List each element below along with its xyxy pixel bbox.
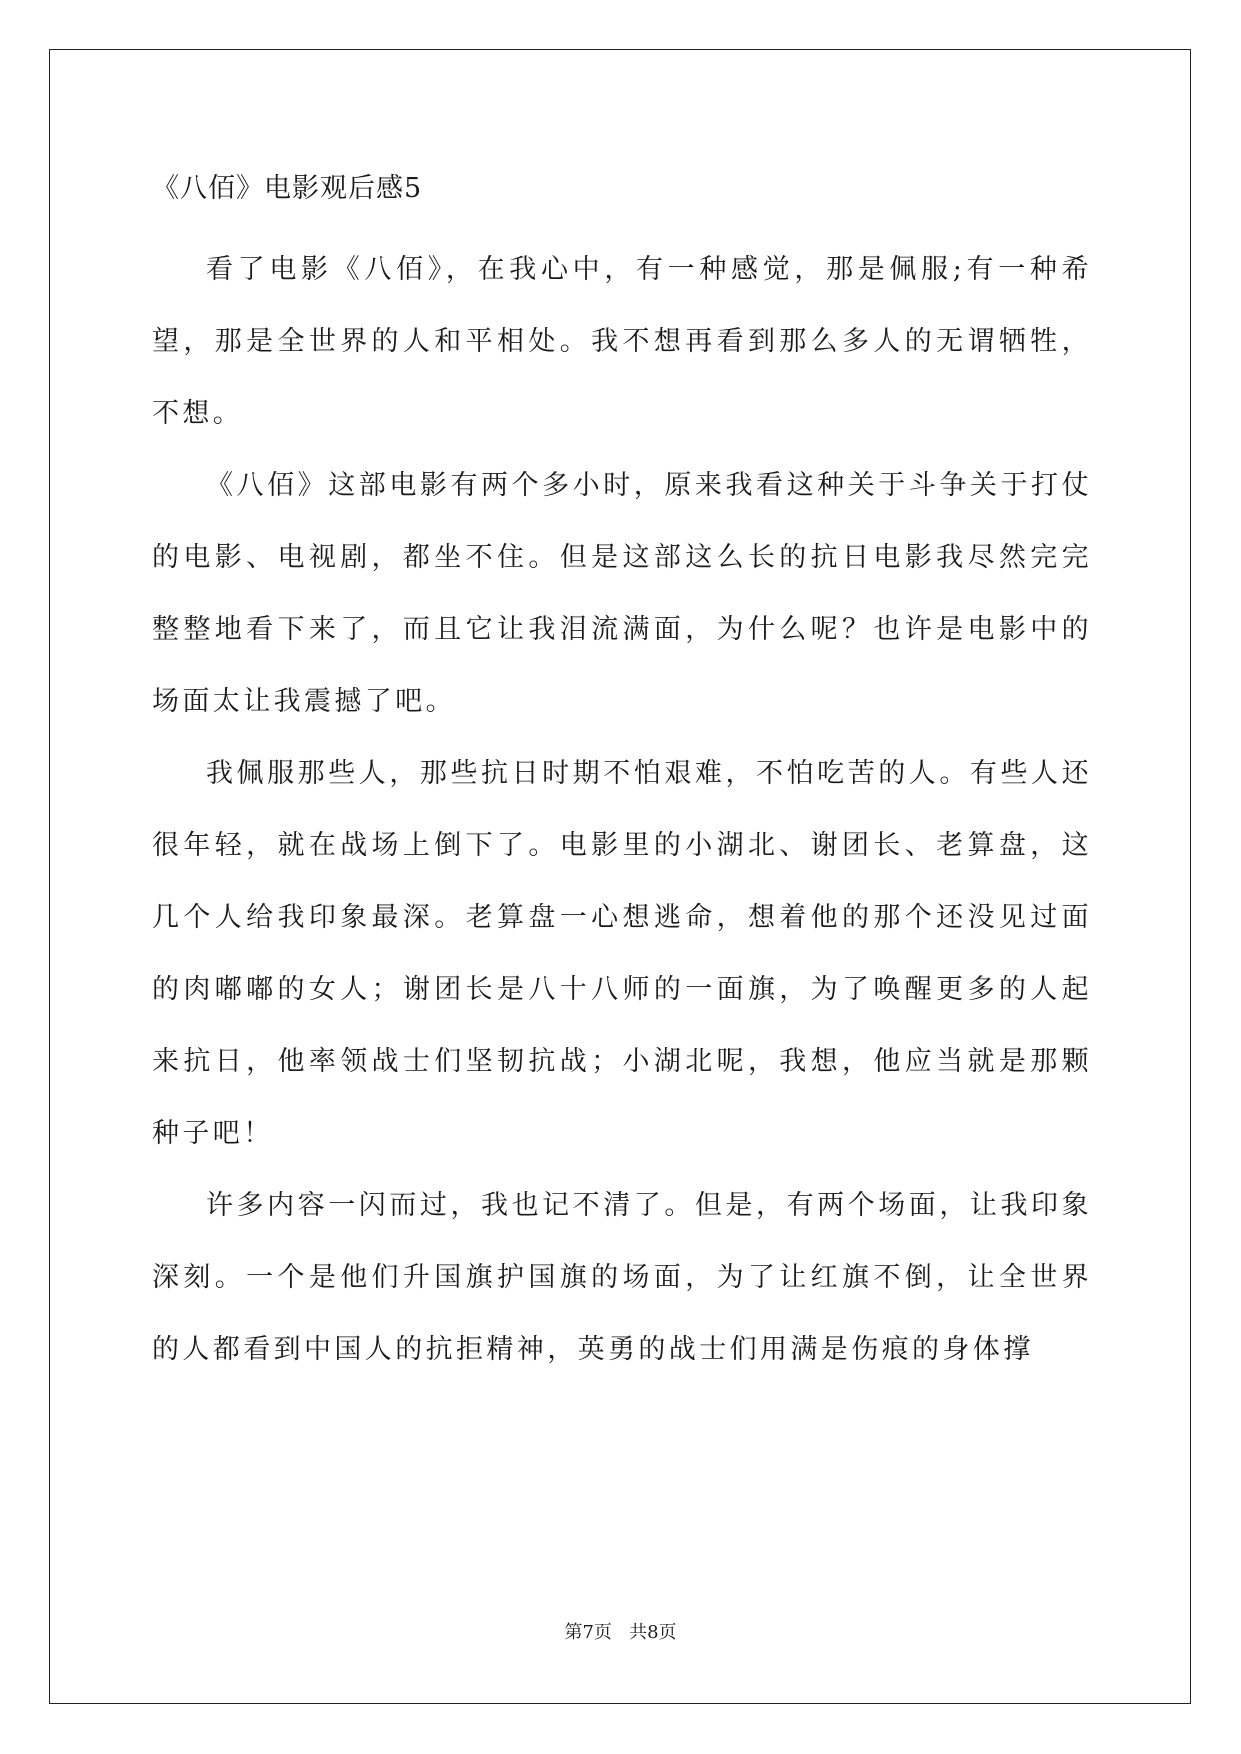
paragraph-4: 许多内容一闪而过，我也记不清了。但是，有两个场面，让我印象深刻。一个是他们升国旗护国旗的场面，为了让红旗不倒，让全世界的人都看到中国人的抗拒精神，英勇的战士们用满是伤痕的身体撑 xyxy=(152,1190,1092,1365)
page-number-footer: 第7页 共8页 xyxy=(564,1622,677,1643)
paragraph-1: 看了电影《八佰》，在我心中，有一种感觉，那是佩服;有一种希望，那是全世界的人和平相处。我不想再看到那么多人的无谓牺牲，不想。 xyxy=(152,254,1092,429)
document-title: 《八佰》电影观后感5 xyxy=(152,173,423,204)
document-body xyxy=(152,167,1092,1386)
paragraph-3: 我佩服那些人，那些抗日时期不怕艰难，不怕吃苦的人。有些人还很年轻，就在战场上倒下了。电影里的小湖北、谢团长、老算盘，这几个人给我印象最深。老算盘一心想逃命，想着他的那个还没见过面的肉嘟嘟的女人；谢团长是八十八师的一面旗，为了唤醒更多的人起来抗日，他率领战士们坚韧抗战；小湖北呢，我想，他应当就是那颗种子吧！ xyxy=(152,758,1092,1149)
paragraph-2: 《八佰》这部电影有两个多小时，原来我看这种关于斗争关于打仗的电影、电视剧，都坐不住。但是这部这么长的抗日电影我尽然完完整整地看下来了，而且它让我泪流满面，为什么呢？也许是电影中的场面太让我震撼了吧。 xyxy=(152,470,1092,717)
